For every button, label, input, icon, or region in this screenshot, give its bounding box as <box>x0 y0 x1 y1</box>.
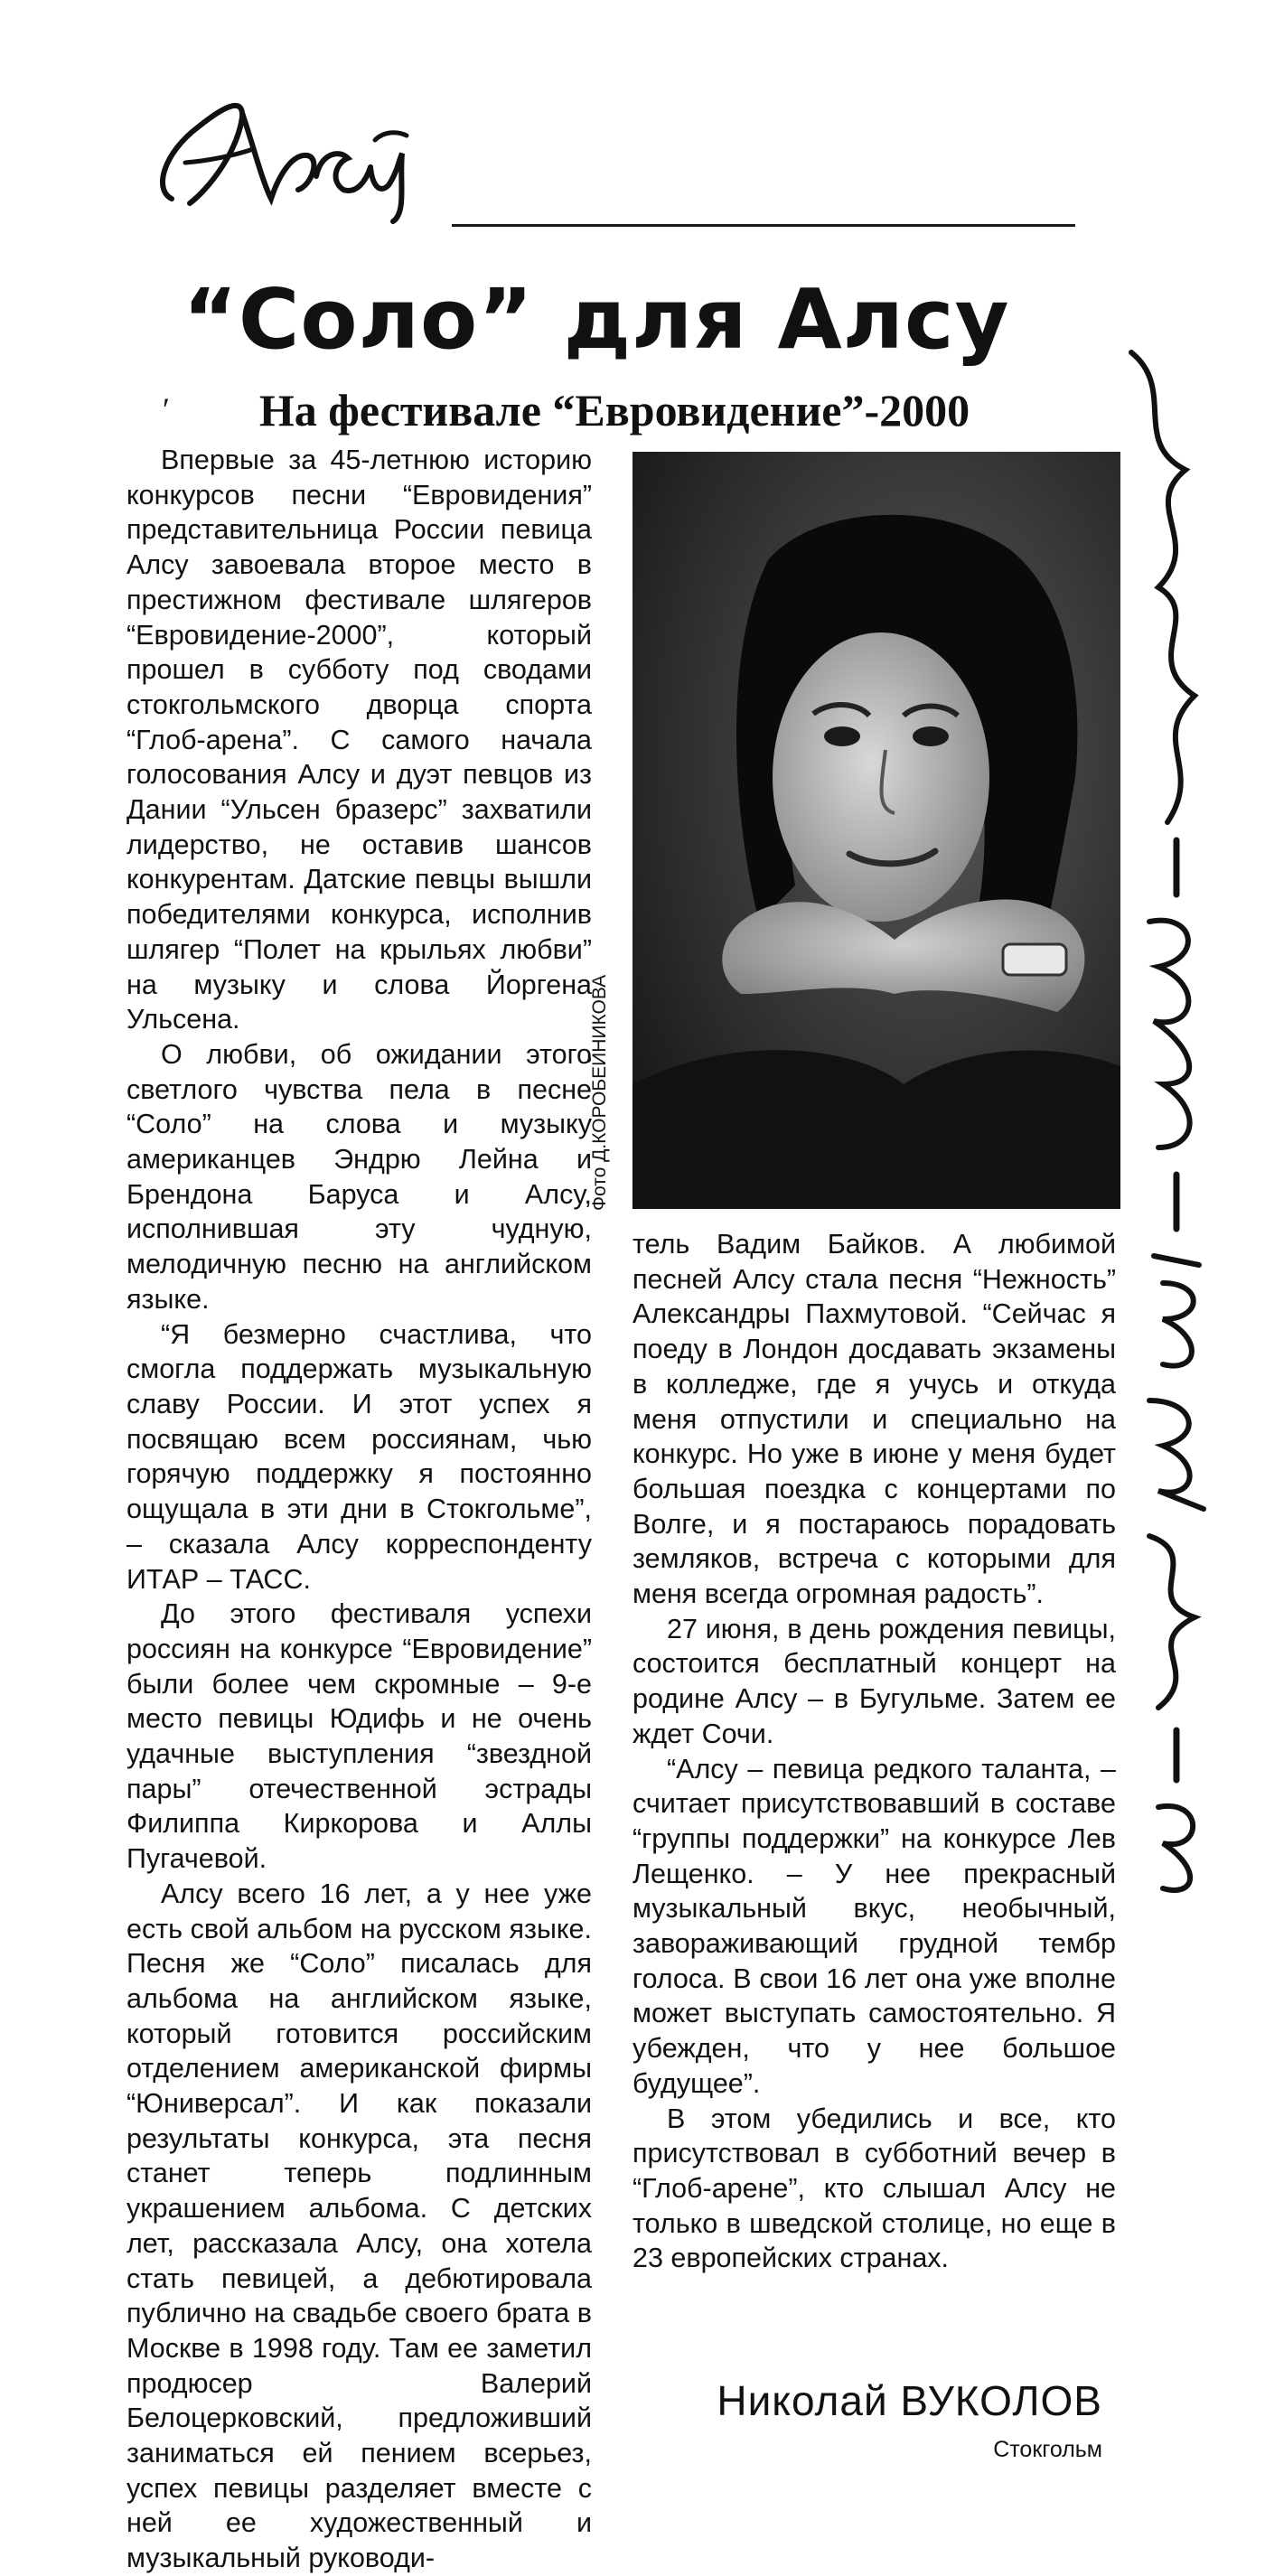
handwritten-alsu-note <box>136 54 425 226</box>
article-paragraph: О любви, об ожидании этого светлого чувства пела в песне “Соло” на слова и музыку американцев Эндрю Лейна и Брендона Баруса и Алсу, исполнившая эту чудную, мелодичную песню на английском языке. <box>126 1038 592 1315</box>
alsu-photo <box>632 452 1120 1209</box>
article-paragraph-continued: тель Вадим Байков. А любимой песней Алсу стала песня “Нежность” Александры Пахмутовой. “Сейчас я поеду в Лондон досдавать экзамены в колледже, где я учусь и откуда меня отпустили и специально на конкурс. Но уже в июне у меня будет большая поездка с концертами по Волге, и я постараюсь порадовать земляков, встреча с которыми для меня всегда огромная радость”. <box>632 1229 1116 1610</box>
article-paragraph: В этом убедились и все, кто присутствовал в субботний вечер в “Глоб-арене”, кто слышал Алсу не только в шведской столице, но еще в 23 европейских странах. <box>632 2103 1116 2274</box>
dateline: Стокгольм <box>993 2437 1102 2462</box>
article-paragraph: “Я безмерно счастлива, что смогла поддержать музыкальную славу России. И этот успех я посвящаю всем россиянам, чью горячую поддержку я постоянно ощущала в эти дни в Стокгольме”, – сказала Алсу корреспонденту ИТАР – ТАСС. <box>126 1318 592 1595</box>
headline: “Соло” для Алсу <box>183 271 1010 368</box>
handwritten-margin-note <box>1077 334 1258 1906</box>
article-column-right <box>632 1227 1116 2276</box>
article-paragraph: “Алсу – певица редкого таланта, – считает присутствовавший в составе “группы поддержки” на конкурсе Лев Лещенко. – У нее прекрасный музыкальный вкус, необычный, завораживающий грудной тембр голоса. В свои 16 лет она уже вполне может выступать самостоятельно. Я убежден, что у нее большое будущее”. <box>632 1753 1116 2099</box>
photo-credit: Фото Д.КОРОБЕЙНИКОВА <box>589 974 610 1211</box>
author-byline: Николай ВУКОЛОВ <box>717 2377 1102 2424</box>
subheadline: На фестивале “Евровидение”-2000 <box>258 385 970 436</box>
article-paragraph: До этого фестиваля успехи россиян на конкурсе “Евровидение” были более чем скромные – 9-е место певицы Юдифь и не очень удачные выступления “звездной пары” отечественной эстрады Филиппа Киркорова и Аллы Пугачевой. <box>126 1598 592 1875</box>
headline-rule <box>452 224 1075 227</box>
ornament-mark: ʹ <box>163 391 170 427</box>
article-paragraph: 27 июня, в день рождения певицы, состоится бесплатный концерт на родине Алсу – в Бугульме. Затем ее ждет Сочи. <box>632 1613 1116 1749</box>
article-paragraph: Впервые за 45-летнюю историю конкурсов песни “Евровидения” представительница России певица Алсу завоевала второе место в престижном фестивале шлягеров “Евровидение-2000”, который прошел в субботу под сводами стокгольмского дворца спорта “Глоб-арена”. С самого начала голосования Алсу и дуэт певцов из Дании “Ульсен бразерс” захватили лидерство, не оставив шансов конкурентам. Датские певцы вышли победителями конкурса, исполнив шлягер “Полет на крыльях любви” на музыку и слова Йоргена Ульсена. <box>126 445 592 1035</box>
article-column-left <box>126 443 592 2576</box>
article-paragraph: Алсу всего 16 лет, а у нее уже есть свой альбом на русском языке. Песня же “Соло” писалась для альбома на английском языке, который готовится российским отделением американской фирмы “Юниверсал”. И как показали результаты конкурса, эта песня станет теперь подлинным украшением альбома. С детских лет, рассказала Алсу, она хотела стать певицей, а дебютировала публично на свадьбе своего брата в Москве в 1998 году. Там ее заметил продюсер Валерий Белоцерковский, предложивший заниматься ей пением всерьез, успех певицы разделяет вместе с ней ее художественный и музыкальный руководи- <box>126 1878 592 2574</box>
